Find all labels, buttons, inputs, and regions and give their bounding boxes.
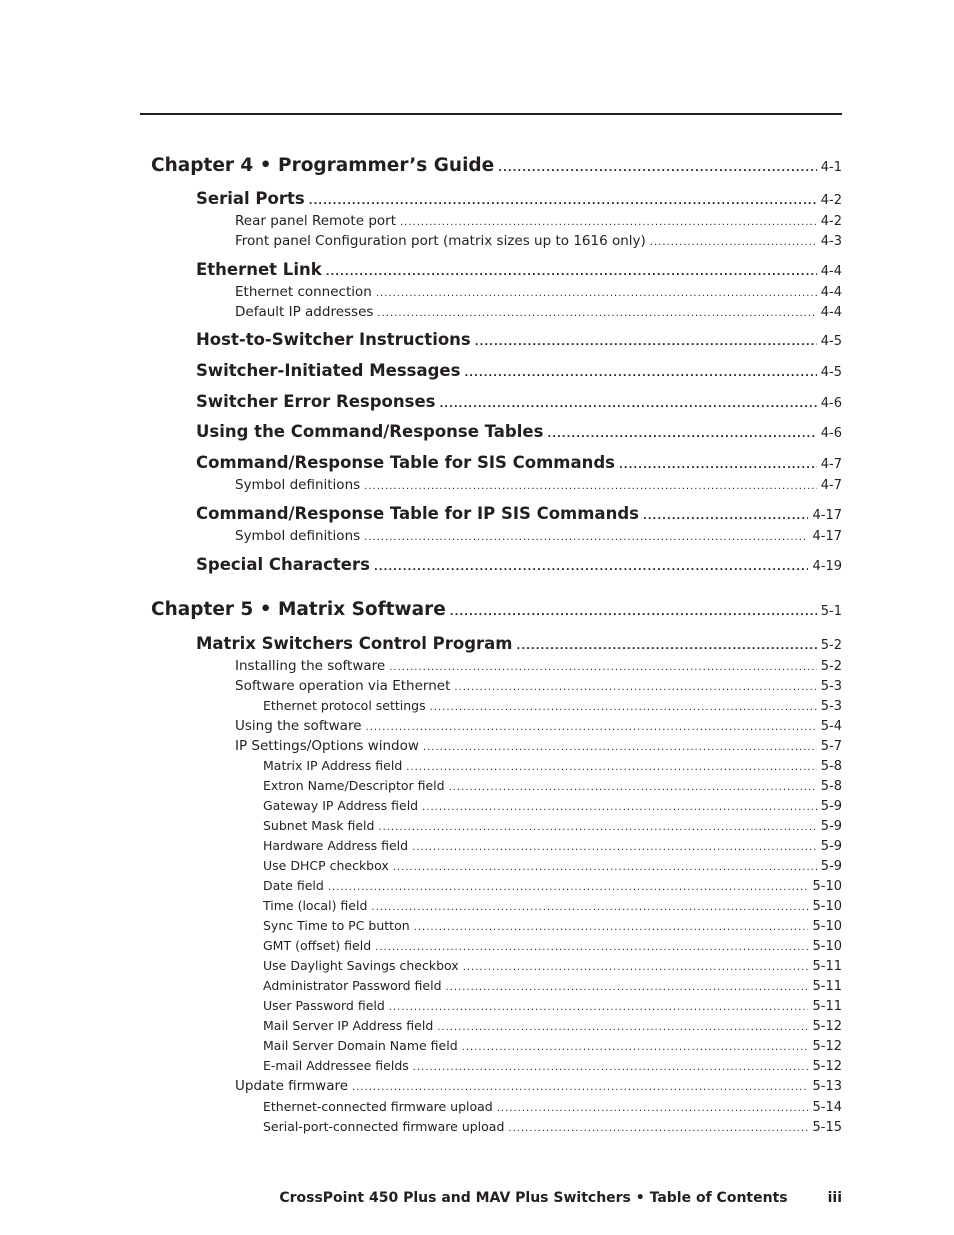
toc-entry-title: Serial-port-connected firmware upload bbox=[263, 1119, 505, 1134]
toc-entry-title: Update firmware bbox=[235, 1078, 349, 1094]
toc-leader-dots bbox=[412, 842, 817, 853]
footer-title: CrossPoint 450 Plus and MAV Plus Switchers • Table of Contents bbox=[279, 1190, 788, 1206]
toc-leader-dots bbox=[326, 267, 817, 278]
toc-entry-page: 4-4 bbox=[820, 305, 842, 320]
toc-entry-page: 5-10 bbox=[812, 939, 842, 954]
toc-subsection-entry[interactable] bbox=[263, 978, 842, 994]
toc-entry-title: Date field bbox=[263, 878, 324, 893]
toc-entry-page: 5-11 bbox=[812, 999, 842, 1014]
toc-entry-title: Software operation via Ethernet bbox=[235, 678, 451, 694]
toc-entry-title: Matrix IP Address field bbox=[263, 758, 403, 773]
toc-leader-dots bbox=[393, 862, 817, 873]
toc-subsection-entry[interactable] bbox=[235, 718, 842, 734]
toc-subsection-entry[interactable] bbox=[263, 838, 842, 854]
toc-section-entry[interactable] bbox=[196, 260, 842, 279]
toc-entry-page: 5-9 bbox=[820, 819, 842, 834]
toc-subsection-entry[interactable] bbox=[263, 938, 842, 954]
toc-leader-dots bbox=[309, 196, 817, 207]
toc-entry-title: Using the Command/Response Tables bbox=[196, 422, 544, 441]
toc-subsection-entry[interactable] bbox=[235, 658, 842, 674]
toc-entry-page: 5-3 bbox=[820, 679, 842, 694]
toc-entry-title: Front panel Configuration port (matrix sizes up to 1616 only) bbox=[235, 233, 646, 249]
toc-entry-page: 5-11 bbox=[812, 979, 842, 994]
toc-subsection-entry[interactable] bbox=[263, 818, 842, 834]
toc-entry-title: Special Characters bbox=[196, 555, 370, 574]
toc-entry-page: 5-8 bbox=[820, 779, 842, 794]
toc-leader-dots bbox=[423, 742, 817, 753]
toc-entry-page: 5-3 bbox=[820, 699, 842, 714]
toc-entry-page: 5-8 bbox=[820, 759, 842, 774]
toc-entry-page: 5-7 bbox=[820, 739, 842, 754]
toc-entry-title: Use DHCP checkbox bbox=[263, 858, 389, 873]
toc-entry-page: 4-2 bbox=[820, 193, 842, 208]
toc-entry-page: 5-9 bbox=[820, 859, 842, 874]
toc-entry-page: 4-4 bbox=[820, 264, 842, 279]
toc-leader-dots bbox=[364, 532, 808, 543]
toc-entry-page: 5-10 bbox=[812, 899, 842, 914]
toc-leader-dots bbox=[389, 662, 817, 673]
toc-entry-page: 5-4 bbox=[820, 719, 842, 734]
toc-section-entry[interactable] bbox=[196, 392, 842, 411]
toc-leader-dots bbox=[364, 481, 817, 492]
toc-entry-title: Ethernet protocol settings bbox=[263, 698, 426, 713]
toc-entry-title: Mail Server Domain Name field bbox=[263, 1038, 458, 1053]
toc-entry-page: 5-9 bbox=[820, 839, 842, 854]
toc-entry-page: 4-3 bbox=[820, 234, 842, 249]
toc-subsection-entry[interactable] bbox=[263, 958, 842, 974]
footer-page-number: iii bbox=[827, 1190, 842, 1206]
toc-subsection-entry[interactable] bbox=[263, 1018, 842, 1034]
toc-subsection-entry[interactable] bbox=[263, 998, 842, 1014]
toc-section-entry[interactable] bbox=[196, 453, 842, 472]
toc-subsection-entry[interactable] bbox=[263, 698, 842, 714]
toc-entry-title: Command/Response Table for IP SIS Commands bbox=[196, 504, 639, 523]
toc-leader-dots bbox=[462, 1042, 809, 1053]
toc-entry-page: 4-4 bbox=[820, 285, 842, 300]
toc-leader-dots bbox=[378, 822, 816, 833]
toc-entry-page: 4-17 bbox=[812, 508, 842, 523]
toc-leader-dots bbox=[376, 288, 817, 299]
toc-subsection-entry[interactable] bbox=[263, 898, 842, 914]
page-footer bbox=[279, 1190, 842, 1206]
toc-subsection-entry[interactable] bbox=[235, 528, 842, 544]
toc-entry-page: 5-9 bbox=[820, 799, 842, 814]
toc-entry-title: Ethernet-connected firmware upload bbox=[263, 1099, 493, 1114]
toc-leader-dots bbox=[508, 1123, 808, 1134]
toc-chapter-entry[interactable] bbox=[151, 155, 842, 176]
toc-entry-title: User Password field bbox=[263, 998, 385, 1013]
toc-section-entry[interactable] bbox=[196, 634, 842, 653]
toc-leader-dots bbox=[547, 429, 816, 440]
toc-entry-page: 4-7 bbox=[820, 457, 842, 472]
toc-entry-title: Installing the software bbox=[235, 658, 386, 674]
toc-entry-page: 4-7 bbox=[820, 478, 842, 493]
toc-entry-page: 5-12 bbox=[812, 1019, 842, 1034]
toc-entry-title: Switcher Error Responses bbox=[196, 392, 436, 411]
toc-entry-title: Subnet Mask field bbox=[263, 818, 375, 833]
toc-leader-dots bbox=[449, 782, 817, 793]
toc-entry-page: 4-5 bbox=[820, 365, 842, 380]
toc-subsection-entry[interactable] bbox=[235, 1078, 842, 1094]
toc-leader-dots bbox=[454, 682, 816, 693]
toc-subsection-entry[interactable] bbox=[235, 233, 842, 249]
toc-section-entry[interactable] bbox=[196, 422, 842, 441]
toc-leader-dots bbox=[389, 1002, 809, 1013]
toc-entry-title: Chapter 4 • Programmer’s Guide bbox=[151, 155, 495, 176]
toc-leader-dots bbox=[406, 762, 817, 773]
toc-leader-dots bbox=[374, 562, 809, 573]
toc-entry-title: Symbol definitions bbox=[235, 528, 361, 544]
toc-entry-page: 5-1 bbox=[820, 604, 842, 619]
toc-entry-title: E-mail Addressee fields bbox=[263, 1058, 409, 1073]
toc-subsection-entry[interactable] bbox=[263, 1058, 842, 1074]
toc-leader-dots bbox=[413, 1062, 809, 1073]
toc-leader-dots bbox=[375, 942, 808, 953]
toc-subsection-entry[interactable] bbox=[235, 304, 842, 320]
toc-entry-title: Use Daylight Savings checkbox bbox=[263, 958, 459, 973]
toc-leader-dots bbox=[464, 368, 816, 379]
toc-entry-title: Extron Name/Descriptor field bbox=[263, 778, 445, 793]
toc-leader-dots bbox=[650, 237, 817, 248]
toc-entry-title: Chapter 5 • Matrix Software bbox=[151, 599, 446, 620]
toc-entry-title: Ethernet connection bbox=[235, 284, 372, 300]
toc-entry-page: 5-10 bbox=[812, 879, 842, 894]
toc-entry-title: GMT (offset) field bbox=[263, 938, 372, 953]
toc-entry-page: 5-11 bbox=[812, 959, 842, 974]
toc-subsection-entry[interactable] bbox=[235, 678, 842, 694]
toc-leader-dots bbox=[439, 399, 816, 410]
toc-leader-dots bbox=[437, 1022, 808, 1033]
toc-entry-page: 5-10 bbox=[812, 919, 842, 934]
toc-entry-page: 4-5 bbox=[820, 334, 842, 349]
toc-entry-title: Hardware Address field bbox=[263, 838, 409, 853]
toc-section-entry[interactable] bbox=[196, 189, 842, 208]
toc-subsection-entry[interactable] bbox=[263, 758, 842, 774]
toc-entry-page: 4-2 bbox=[820, 214, 842, 229]
toc-entry-page: 5-15 bbox=[812, 1120, 842, 1135]
toc-entry-title: Ethernet Link bbox=[196, 260, 322, 279]
toc-entry-page: 5-12 bbox=[812, 1039, 842, 1054]
toc-leader-dots bbox=[497, 1103, 809, 1114]
toc-subsection-entry[interactable] bbox=[235, 738, 842, 754]
toc-entry-title: Host-to-Switcher Instructions bbox=[196, 330, 471, 349]
toc-leader-dots bbox=[352, 1082, 808, 1093]
toc-entry-title: Symbol definitions bbox=[235, 477, 361, 493]
toc-leader-dots bbox=[366, 722, 817, 733]
toc-leader-dots bbox=[430, 702, 817, 713]
toc-subsection-entry[interactable] bbox=[263, 1038, 842, 1054]
toc-leader-dots bbox=[450, 607, 817, 618]
toc-subsection-entry[interactable] bbox=[235, 284, 842, 300]
toc-entry-page: 5-12 bbox=[812, 1059, 842, 1074]
toc-entry-title: Command/Response Table for SIS Commands bbox=[196, 453, 615, 472]
toc-entry-page: 4-17 bbox=[812, 529, 842, 544]
toc-leader-dots bbox=[463, 962, 809, 973]
toc-leader-dots bbox=[371, 902, 808, 913]
toc-leader-dots bbox=[422, 802, 817, 813]
toc-section-entry[interactable] bbox=[196, 504, 842, 523]
toc-entry-title: Sync Time to PC button bbox=[263, 918, 410, 933]
toc-entry-title: Using the software bbox=[235, 718, 362, 734]
toc-entry-page: 4-6 bbox=[820, 396, 842, 411]
toc-entry-title: Switcher-Initiated Messages bbox=[196, 361, 461, 380]
toc-entry-page: 4-19 bbox=[812, 559, 842, 574]
toc-entry-title: Matrix Switchers Control Program bbox=[196, 634, 513, 653]
toc-subsection-entry[interactable] bbox=[263, 918, 842, 934]
toc-entry-page: 4-1 bbox=[820, 160, 842, 175]
toc-leader-dots bbox=[498, 163, 817, 174]
toc-entry-title: Default IP addresses bbox=[235, 304, 374, 320]
toc-section-entry[interactable] bbox=[196, 361, 842, 380]
toc-subsection-entry[interactable] bbox=[263, 858, 842, 874]
toc-leader-dots bbox=[377, 308, 816, 319]
toc-entry-page: 5-14 bbox=[812, 1100, 842, 1115]
toc-leader-dots bbox=[400, 217, 817, 228]
toc-chapter-entry[interactable] bbox=[151, 599, 842, 620]
toc-section-entry[interactable] bbox=[196, 330, 842, 349]
toc-subsection-entry[interactable] bbox=[235, 213, 842, 229]
toc-section-entry[interactable] bbox=[196, 555, 842, 574]
toc-entry-page: 5-13 bbox=[812, 1079, 842, 1094]
toc-leader-dots bbox=[619, 460, 817, 471]
toc-subsection-entry[interactable] bbox=[235, 477, 842, 493]
toc-entry-title: Serial Ports bbox=[196, 189, 305, 208]
toc-entry-title: IP Settings/Options window bbox=[235, 738, 419, 754]
toc-entry-page: 4-6 bbox=[820, 426, 842, 441]
toc-leader-dots bbox=[446, 982, 809, 993]
toc-entry-title: Mail Server IP Address field bbox=[263, 1018, 434, 1033]
toc-subsection-entry[interactable] bbox=[263, 778, 842, 794]
toc-leader-dots bbox=[517, 641, 817, 652]
toc-leader-dots bbox=[414, 922, 809, 933]
toc-leader-dots bbox=[643, 511, 809, 522]
toc-entry-title: Time (local) field bbox=[263, 898, 368, 913]
toc-entry-title: Gateway IP Address field bbox=[263, 798, 419, 813]
toc-subsection-entry[interactable] bbox=[263, 1099, 842, 1115]
toc-subsection-entry[interactable] bbox=[263, 1119, 842, 1135]
toc-leader-dots bbox=[328, 882, 809, 893]
toc-leader-dots bbox=[475, 337, 817, 348]
toc-entry-page: 5-2 bbox=[820, 638, 842, 653]
toc-entry-title: Administrator Password field bbox=[263, 978, 442, 993]
toc-entry-page: 5-2 bbox=[820, 659, 842, 674]
toc-subsection-entry[interactable] bbox=[263, 878, 842, 894]
toc-subsection-entry[interactable] bbox=[263, 798, 842, 814]
toc-entry-title: Rear panel Remote port bbox=[235, 213, 396, 229]
